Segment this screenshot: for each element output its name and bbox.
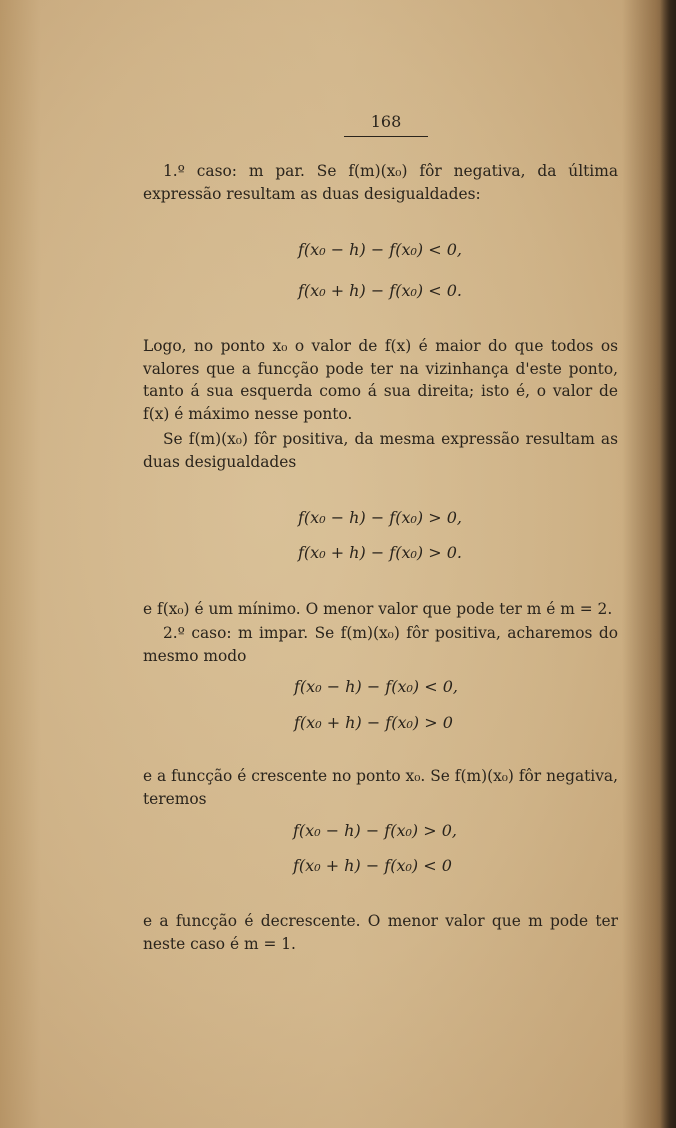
formula-3: f(x₀ − h) − f(x₀) > 0, xyxy=(298,508,462,527)
paragraph-maximum: Logo, no ponto x₀ o valor de f(x) é maior do que todos os valores que a funcção pode ter na vizinhança d'este ponto, tanto á sua esquerda como á sua direita; isto é, o valor de f(x) é máximo nesse ponto. xyxy=(143,337,618,423)
page-edge-shadow xyxy=(660,0,676,1128)
formula-4: f(x₀ + h) − f(x₀) > 0. xyxy=(298,543,462,562)
paragraph-minimum: e f(x₀) é um mínimo. O menor valor que pode ter m é m = 2. xyxy=(143,600,613,618)
formula-1: f(x₀ − h) − f(x₀) < 0, xyxy=(298,240,462,259)
page-number: 168 xyxy=(370,112,402,131)
formula-5: f(x₀ − h) − f(x₀) < 0, xyxy=(294,677,458,696)
paragraph-decreasing: e a funcção é decrescente. O menor valor que m pode ter neste caso é m = 1. xyxy=(143,912,618,953)
paragraph-positive: Se f(m)(x₀) fôr positiva, da mesma expressão resultam as duas desigualdades xyxy=(143,430,618,471)
formula-2: f(x₀ + h) − f(x₀) < 0. xyxy=(298,281,462,300)
paragraph-case-2: 2.º caso: m impar. Se f(m)(x₀) fôr positiva, acharemos do mesmo modo xyxy=(143,624,618,665)
formula-6: f(x₀ + h) − f(x₀) > 0 xyxy=(294,713,453,732)
formula-8: f(x₀ + h) − f(x₀) < 0 xyxy=(293,856,452,875)
header-rule xyxy=(344,136,428,137)
formula-7: f(x₀ − h) − f(x₀) > 0, xyxy=(293,821,457,840)
paragraph-case-1: 1.º caso: m par. Se f(m)(x₀) fôr negativa, da última expressão resultam as duas desigualdades: xyxy=(143,162,618,203)
paragraph-increasing: e a funcção é crescente no ponto x₀. Se f(m)(x₀) fôr negativa, teremos xyxy=(143,767,618,808)
